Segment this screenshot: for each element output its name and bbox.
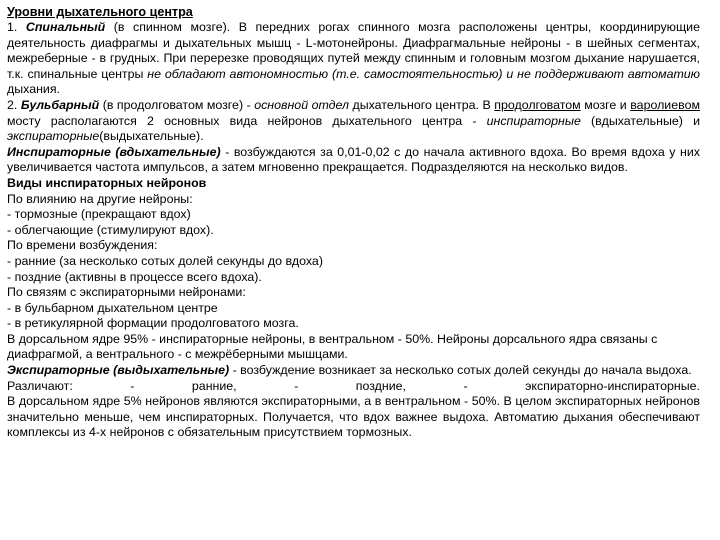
spinal-level-paragraph	[7, 20, 700, 98]
spinal-number: 1.	[7, 20, 26, 34]
dash: -	[463, 378, 468, 393]
bulbar-text-4: мосту располагаются 2 основных вида нейронов дыхательного центра -	[7, 113, 487, 128]
final-paragraph: В дорсальном ядре 5% нейронов являются экспираторными, а в вентральном - 50%. В целом экспираторных нейронов значительно меньше, чем инспираторных. Получается, что вдох важнее выдоха. Автоматию дыхания обеспечивают комплексы из 4-х нейронов с обязательным присутствием тормозных.	[7, 394, 700, 440]
list-item: По связям с экспираторными нейронами:	[7, 285, 246, 300]
bulbar-text-6: (выдыхательные).	[99, 129, 204, 144]
list-item: По времени возбуждения:	[7, 238, 158, 253]
spinal-term: Спинальный	[25, 20, 106, 34]
list-item: - поздние (активны в процессе всего вдоха).	[7, 269, 262, 284]
list-item: По влиянию на другие нейроны:	[7, 191, 193, 206]
inspiratory-paragraph	[7, 145, 700, 176]
type-early: ранние,	[191, 378, 237, 393]
dorsal-nucleus-paragraph: В дорсальном ядре 95% - инспираторные нейроны, в вентральном - 50%. Нейроны дорсального ядра связаны с диафрагмой, а вентрального - с межрёберными мышцами.	[7, 331, 658, 362]
list-item: - тормозные (прекращают вдох)	[7, 207, 191, 222]
inspiratory-term: Инспираторные (вдыхательные)	[7, 144, 221, 159]
dash: -	[294, 378, 299, 393]
dash: -	[130, 378, 135, 393]
type-exp-insp: экспираторно-инспираторные.	[525, 378, 700, 393]
inspiratory-types-list	[7, 192, 700, 332]
spinal-italic-text: не обладают автономностью (т.е. самостоятельностью) и не поддерживают автоматию	[147, 66, 700, 81]
inspiratory-text: - возбуждаются за 0,01-0,02 с до начала активного вдоха. Во время вдоха у них увеличивается частота импульсов, а затем мгновенно прекращается. Подразделяются на несколько видов.	[7, 144, 700, 175]
bulbar-number: 2.	[7, 97, 21, 112]
bulbar-inspiratory: инспираторные	[486, 113, 581, 128]
type-late: поздние,	[355, 378, 406, 393]
list-item: - ранние (за несколько сотых долей секунды до вдоха)	[7, 253, 323, 268]
list-item: - облегчающие (стимулируют вдох).	[7, 222, 214, 237]
spinal-text-end: дыхания.	[7, 82, 60, 97]
bulbar-medulla: продолговатом	[494, 97, 581, 112]
distinguish-label: Различают:	[7, 378, 73, 393]
expiratory-types-line	[7, 379, 700, 395]
bulbar-expiratory: экспираторные	[7, 129, 100, 144]
expiratory-term: Экспираторные (выдыхательные)	[7, 363, 230, 378]
bulbar-text-2: дыхательного центра. В	[348, 97, 495, 112]
bulbar-level-paragraph	[7, 98, 700, 145]
list-item: - в бульбарном дыхательном центре	[7, 300, 218, 315]
bulbar-text-5: (вдыхательные) и	[580, 113, 700, 128]
inspiratory-types-heading: Виды инспираторных нейронов	[7, 175, 207, 190]
bulbar-text-3: мозге и	[580, 97, 631, 112]
bulbar-main-part: основной отдел	[254, 97, 349, 112]
list-item: - в ретикулярной формации продолговатого мозга.	[7, 316, 299, 331]
bulbar-text-1: (в продолговатом мозге) -	[99, 97, 255, 112]
spinal-text: (в спинном мозге). В передних рогах спинного мозга расположены центры, координирующие деятельность диафрагмы и дыхательных мышц - L-мотонейроны. Диафрагмальные нейроны - в шейных сегментах, межреберные - в грудных. При перерезке проводящих путей между спинным и головным мозгом дыхание нарушается, т.к. спинальные центры	[7, 20, 700, 81]
bulbar-term: Бульбарный	[20, 97, 100, 112]
bulbar-pons: варолиевом	[630, 97, 700, 112]
expiratory-paragraph	[7, 363, 700, 379]
page-title: Уровни дыхательного центра	[7, 5, 193, 19]
expiratory-text: - возбуждение возникает за несколько сотых долей секунды до начала выдоха.	[229, 363, 692, 378]
